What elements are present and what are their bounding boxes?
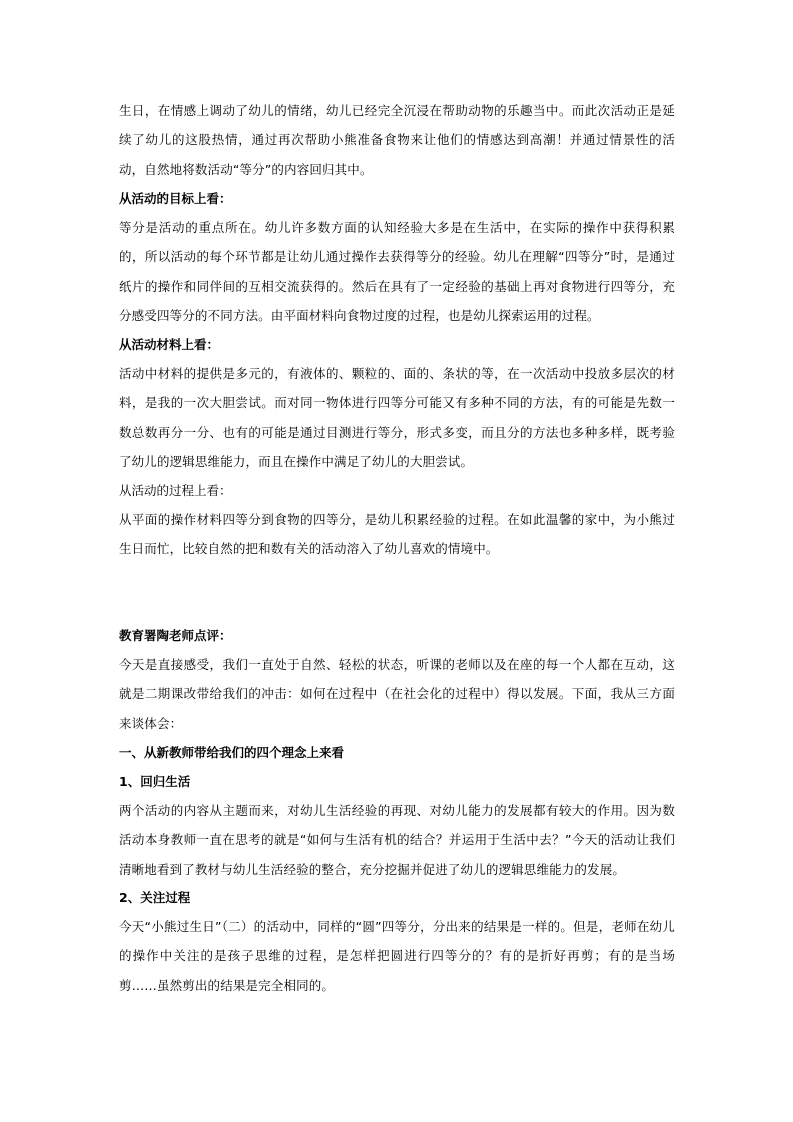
paragraph-focus-process: 今天“小熊过生日”（二）的活动中，同样的“圆”四等分，分出来的结果是一样的。但是，老师在幼儿的操作中关注的是孩子思维的过程，是怎样把圆进行四等分的？有的是折好再剪；有的是当场剪……虽然剪出的结果是完全相同的。 — [119, 919, 675, 993]
paragraph-comment: 今天是直接感受，我们一直处于自然、轻松的状态，听课的老师以及在座的每一个人都在互动，这就是二期课改带给我们的冲击：如何在过程中（在社会化的过程中）得以发展。下面，我从三方面来谈体会： — [119, 657, 675, 731]
heading-teacher-comment: 教育署陶老师点评： — [119, 628, 232, 643]
heading-item-focus-process: 2、关注过程 — [119, 890, 191, 905]
heading-activity-goal: 从活动的目标上看： — [119, 191, 232, 206]
paragraph-return-to-life: 两个活动的内容从主题而来，对幼儿生活经验的再现、对幼儿能力的发展都有较大的作用。因为数活动本身教师一直在思考的就是“如何与生活有机的结合？并运用于生活中去？”今天的活动让我们清晰地看到了教材与幼儿生活经验的整合，充分挖掘并促进了幼儿的逻辑思维能力的发展。 — [119, 803, 675, 877]
heading-section-one: 一、从新教师带给我们的四个理念上来看 — [119, 745, 345, 760]
paragraph-process: 从平面的操作材料四等分到食物的四等分，是幼儿积累经验的过程。在如此温馨的家中，为小熊过生日而忙，比较自然的把和数有关的活动溶入了幼儿喜欢的情境中。 — [119, 512, 675, 557]
paragraph-material: 活动中材料的提供是多元的，有液体的、颗粒的、面的、条状的等，在一次活动中投放多层次的材料，是我的一次大胆尝试。而对同一物体进行四等分可能又有多种不同的方法，有的可能是先数一数总数再分一分、也有的可能是通过目测进行等分，形式多变，而且分的方法也多种多样，既考验了幼儿的逻辑思维能力，而且在操作中满足了幼儿的大胆尝试。 — [119, 366, 675, 469]
heading-activity-process: 从活动的过程上看： — [119, 483, 232, 498]
paragraph-goal: 等分是活动的重点所在。幼儿许多数方面的认知经验大多是在生活中，在实际的操作中获得积累的，所以活动的每个环节都是让幼儿通过操作去获得等分的经验。幼儿在理解“四等分”时，是通过纸片的操作和同伴间的互相交流获得的。然后在具有了一定经验的基础上再对食物进行四等分，充分感受四等分的不同方法。由平面材料向食物过度的过程，也是幼儿探索运用的过程。 — [119, 220, 675, 323]
heading-item-return-to-life: 1、回归生活 — [119, 774, 191, 789]
heading-activity-material: 从活动材料上看： — [119, 337, 220, 352]
paragraph-intro: 生日，在情感上调动了幼儿的情绪，幼儿已经完全沉浸在帮助动物的乐趣当中。而此次活动正是延续了幼儿的这股热情，通过再次帮助小熊准备食物来让他们的情感达到高潮！并通过情景性的活动，自然地将数活动“等分”的内容回归其中。 — [119, 103, 675, 177]
